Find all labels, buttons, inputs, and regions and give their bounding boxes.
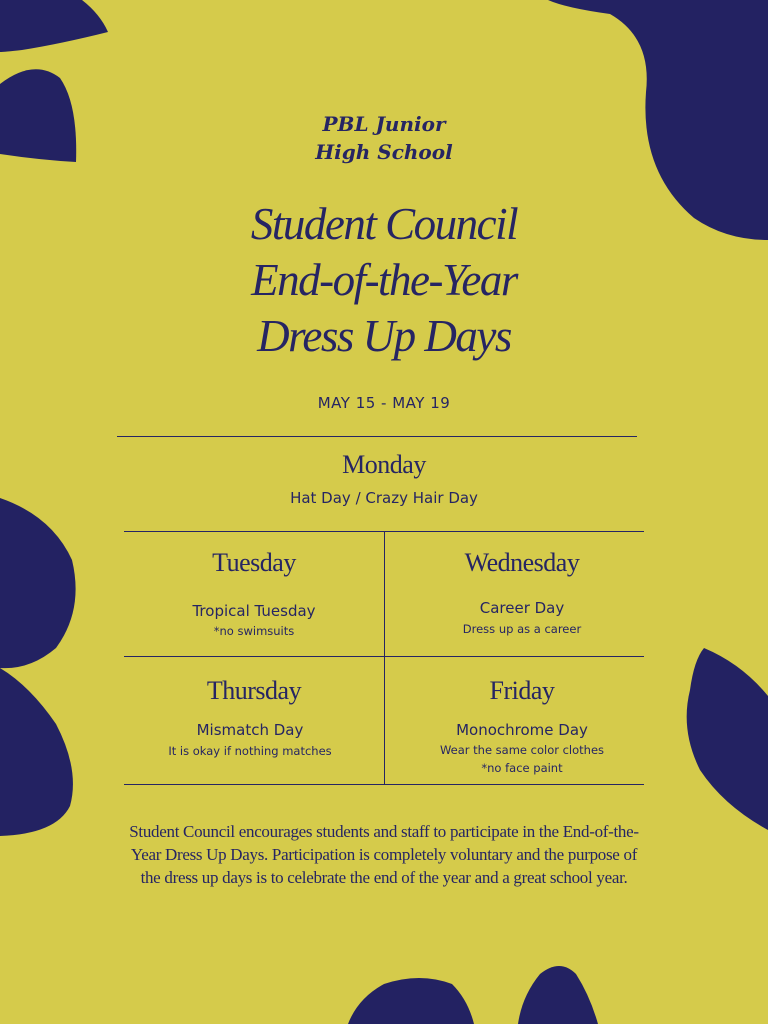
theme-wednesday: Career Day xyxy=(479,599,565,617)
note-friday-1: Wear the same color clothes xyxy=(439,743,605,757)
theme-monday: Hat Day / Crazy Hair Day xyxy=(290,489,478,507)
school-name xyxy=(0,110,768,166)
petal-top-left-a xyxy=(0,0,108,52)
school-name-line-1: PBL Junior xyxy=(322,112,446,136)
note-tuesday: *no swimsuits xyxy=(213,624,295,638)
day-monday: Monday xyxy=(342,450,426,479)
title-line-1: Student Council xyxy=(250,199,518,249)
footer-line-2: Year Dress Up Days. Participation is completely voluntary and the purpose of xyxy=(130,845,638,864)
theme-thursday: Mismatch Day xyxy=(196,721,304,739)
petal-lower-left xyxy=(0,668,73,836)
day-thursday: Thursday xyxy=(206,676,302,705)
footer-line-1: Student Council encourages students and staff to participate in the End-of-the- xyxy=(129,822,639,841)
petal-right xyxy=(687,648,768,830)
page-title xyxy=(0,196,768,364)
divider-top xyxy=(117,436,637,437)
note-thursday: It is okay if nothing matches xyxy=(168,744,332,758)
petal-bottom-right xyxy=(518,966,598,1024)
petal-bottom-center xyxy=(348,978,474,1024)
theme-tuesday: Tropical Tuesday xyxy=(192,602,316,620)
note-friday-2: *no face paint xyxy=(481,761,563,775)
day-friday: Friday xyxy=(489,676,555,705)
date-range: MAY 15 - MAY 19 xyxy=(317,394,451,412)
title-line-2: End-of-the-Year xyxy=(251,255,517,305)
footer-paragraph xyxy=(96,820,672,889)
day-wednesday: Wednesday xyxy=(464,548,580,577)
day-tuesday: Tuesday xyxy=(212,548,296,577)
title-line-3: Dress Up Days xyxy=(257,311,511,361)
grid-line-bottom xyxy=(124,784,644,785)
footer-line-3: the dress up days is to celebrate the end of the year and a great school year. xyxy=(140,868,628,887)
school-name-line-2: High School xyxy=(315,140,453,164)
theme-friday: Monochrome Day xyxy=(456,721,588,739)
petal-mid-left xyxy=(0,498,76,668)
note-wednesday: Dress up as a career xyxy=(462,622,582,636)
